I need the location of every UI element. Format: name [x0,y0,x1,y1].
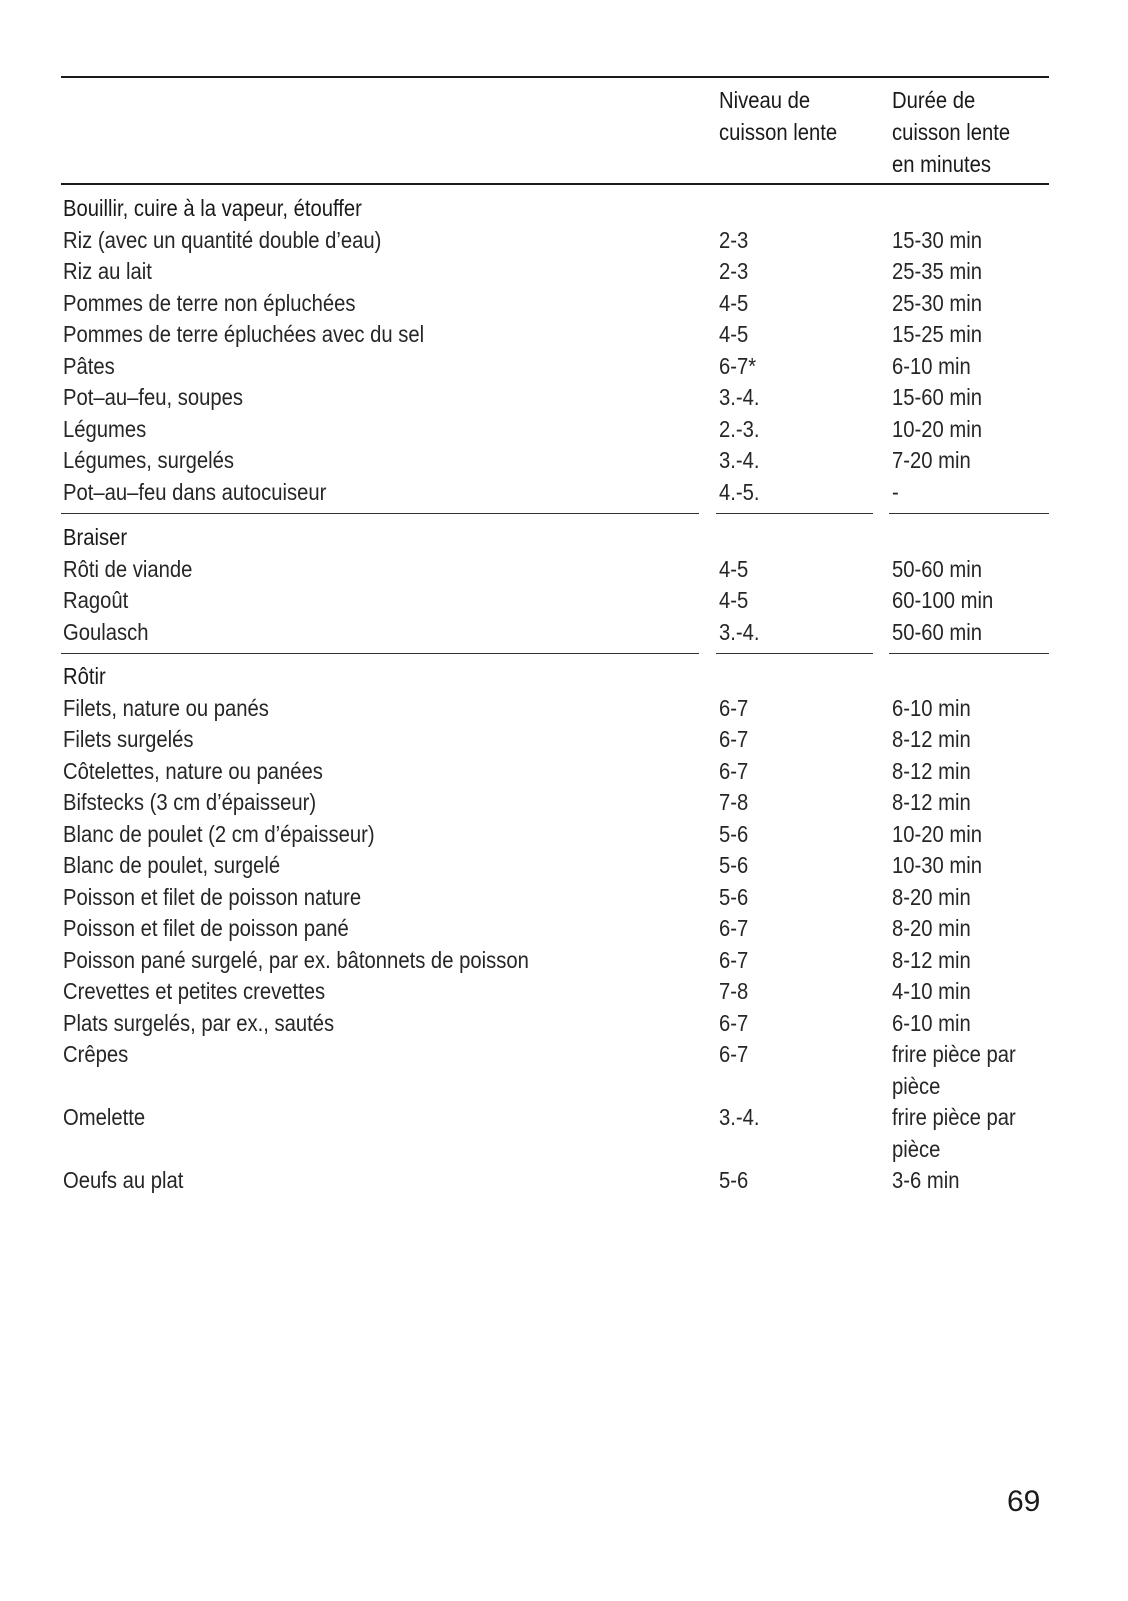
row-item: Côtelettes, nature ou panées [63,758,323,784]
row-item: Oeufs au plat [63,1167,184,1193]
header-time-line3: en minutes [892,151,992,177]
table-row [61,584,1049,616]
row-level: 6-7 [719,758,749,784]
row-time: 50-60 min [892,619,983,645]
row-item: Filets, nature ou panés [63,695,269,721]
row-item: Riz au lait [63,258,152,284]
table-row [61,881,1049,913]
table-row [61,944,1049,976]
table-row [61,381,1049,413]
table-row [61,975,1049,1007]
row-level: 2.-3. [719,416,760,442]
row-item: Légumes [63,416,147,442]
row-level: 4-5 [719,290,749,316]
table-row [61,912,1049,944]
header-level-col [719,84,837,148]
row-level: 7-8 [719,789,749,815]
row-time: 25-35 min [892,258,983,284]
row-time: 8-12 min [892,726,971,752]
row-level: 3.-4. [719,619,760,645]
row-item: Pot–au–feu dans autocuiseur [63,479,327,505]
header-level-line1: Niveau de [719,87,811,113]
table-row [61,692,1049,724]
header-bottom-rule [61,183,1049,185]
row-item: Bifstecks (3 cm d’épaisseur) [63,789,317,815]
section-divider [889,653,1049,654]
row-time: 60-100 min [892,587,994,613]
row-level: 3.-4. [719,447,760,473]
table-row [61,1007,1049,1039]
section-divider [716,513,873,514]
row-item: Crevettes et petites crevettes [63,978,326,1004]
row-item: Plats surgelés, par ex., sautés [63,1010,335,1036]
section-title: Braiser [63,524,128,550]
row-time: 10-20 min [892,821,983,847]
row-level: 2-3 [719,258,749,284]
row-level: 6-7 [719,695,749,721]
section-divider [889,513,1049,514]
row-item: Ragoût [63,587,129,613]
row-time: 4-10 min [892,978,971,1004]
row-level: 6-7* [719,353,757,379]
table-row [61,1038,1049,1102]
row-time: 3-6 min [892,1167,960,1193]
row-item: Légumes, surgelés [63,447,235,473]
row-level: 6-7 [719,915,749,941]
row-time: 7-20 min [892,447,971,473]
page-number: 69 [1007,1485,1041,1518]
row-time: 15-30 min [892,227,983,253]
table-row [61,350,1049,382]
section-divider [61,513,699,514]
header-level-line2: cuisson lente [719,119,838,145]
table-row [61,1101,1049,1165]
row-level: 6-7 [719,726,749,752]
row-time: frire pièce par pièce [892,1104,1016,1162]
table-row [61,413,1049,445]
row-item: Pommes de terre non épluchées [63,290,356,316]
table-row [61,755,1049,787]
row-item: Pommes de terre épluchées avec du sel [63,321,425,347]
row-time: 25-30 min [892,290,983,316]
table-top-rule [61,76,1049,78]
table-row [61,318,1049,350]
row-time: 8-20 min [892,915,971,941]
row-level: 2-3 [719,227,749,253]
row-time: 10-20 min [892,416,983,442]
row-time: 8-12 min [892,789,971,815]
row-time: 6-10 min [892,353,971,379]
section-divider [716,653,873,654]
table-row [61,786,1049,818]
header-time-line1: Durée de [892,87,976,113]
row-level: 3.-4. [719,384,760,410]
row-time: frire pièce par pièce [892,1041,1016,1099]
header-time-line2: cuisson lente [892,119,1011,145]
table-row [61,818,1049,850]
row-time: 6-10 min [892,1010,971,1036]
table-row [61,553,1049,585]
row-item: Filets surgelés [63,726,194,752]
row-level: 5-6 [719,852,749,878]
row-item: Blanc de poulet (2 cm d’épaisseur) [63,821,375,847]
table-row [61,1164,1049,1196]
row-level: 4-5 [719,587,749,613]
row-item: Crêpes [63,1041,129,1067]
row-item: Goulasch [63,619,149,645]
table-row [61,849,1049,881]
row-item: Pot–au–feu, soupes [63,384,244,410]
table-row [61,287,1049,319]
row-time: 8-12 min [892,947,971,973]
row-level: 4.-5. [719,479,760,505]
row-level: 5-6 [719,821,749,847]
section-divider [61,653,699,654]
table-row [61,444,1049,476]
table-header [61,84,1049,184]
row-item: Pâtes [63,353,115,379]
row-item: Omelette [63,1104,146,1130]
row-time: 8-20 min [892,884,971,910]
row-time: 15-60 min [892,384,983,410]
table-row [61,723,1049,755]
row-level: 6-7 [719,1010,749,1036]
row-time: 15-25 min [892,321,983,347]
row-item: Riz (avec un quantité double d’eau) [63,227,382,253]
row-level: 5-6 [719,1167,749,1193]
row-item: Poisson pané surgelé, par ex. bâtonnets de poisson [63,947,529,973]
row-item: Poisson et filet de poisson nature [63,884,362,910]
row-level: 5-6 [719,884,749,910]
row-time: 10-30 min [892,852,983,878]
table-row [61,476,1049,508]
row-level: 3.-4. [719,1104,760,1130]
header-time-col [892,84,1010,180]
row-level: 6-7 [719,1041,749,1067]
row-level: 7-8 [719,978,749,1004]
row-item: Rôti de viande [63,556,193,582]
row-time: - [892,479,899,505]
row-item: Blanc de poulet, surgelé [63,852,281,878]
row-level: 6-7 [719,947,749,973]
section-title: Rôtir [63,663,106,689]
table-row [61,616,1049,648]
table-row [61,224,1049,256]
section-title: Bouillir, cuire à la vapeur, étouffer [63,195,362,221]
row-level: 4-5 [719,556,749,582]
row-level: 4-5 [719,321,749,347]
row-time: 8-12 min [892,758,971,784]
row-item: Poisson et filet de poisson pané [63,915,349,941]
table-row [61,255,1049,287]
row-time: 6-10 min [892,695,971,721]
row-time: 50-60 min [892,556,983,582]
